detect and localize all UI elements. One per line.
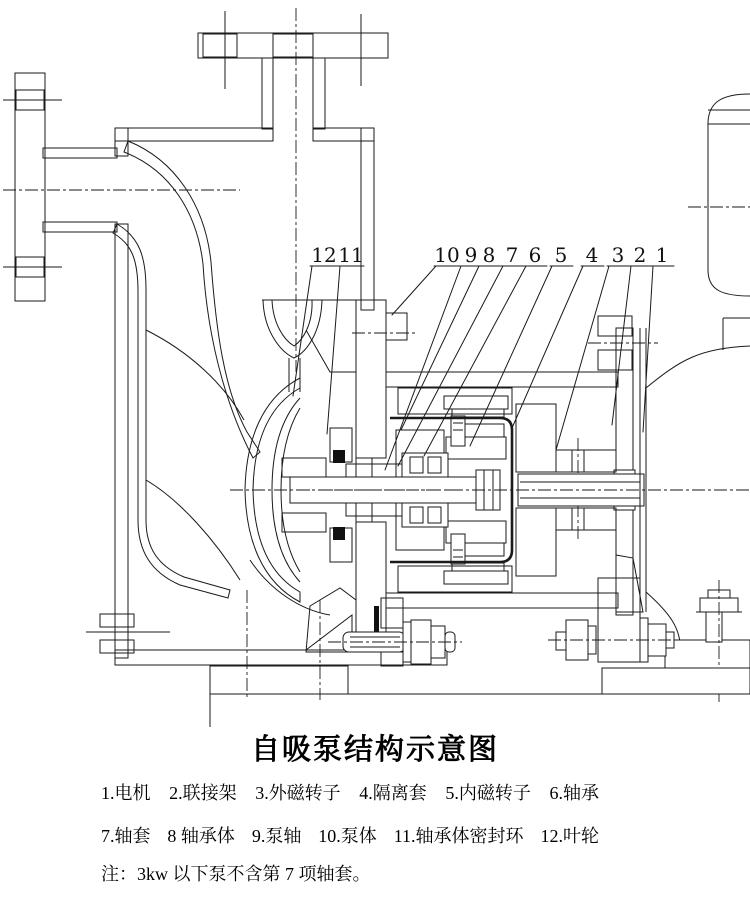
callout-2: 2 <box>633 243 647 267</box>
callout-10-leader <box>392 266 436 315</box>
legend-item-7: 7.轴套 <box>101 826 151 846</box>
legend-item-2: 2.联接架 <box>169 783 237 803</box>
callout-1: 1 <box>655 243 669 267</box>
legend-item-1: 1.电机 <box>101 783 151 803</box>
callout-6: 6 <box>528 243 542 267</box>
figure-note: 注：3kw 以下泵不含第 7 项轴套。 <box>101 864 371 884</box>
legend-item-5: 5.内磁转子 <box>445 783 531 803</box>
callout-7: 7 <box>505 243 519 267</box>
legend-item-6: 6.轴承 <box>549 783 599 803</box>
priming-funnel <box>262 300 322 392</box>
volute-wall <box>306 300 356 652</box>
figure-title: 自吸泵结构示意图 <box>250 734 499 766</box>
legend-item-8: 8 轴承体 <box>167 826 235 846</box>
legend-item-11: 11.轴承体密封环 <box>393 826 524 846</box>
motor <box>640 94 750 702</box>
callout-8: 8 <box>482 243 496 267</box>
discharge-flange <box>198 11 388 129</box>
callout-3: 3 <box>611 243 625 267</box>
callout-10: 10 <box>434 243 460 267</box>
callout-2-leader <box>612 266 631 425</box>
pump-casing <box>115 128 447 665</box>
callouts <box>293 243 674 470</box>
legend-item-3: 3.外磁转子 <box>255 783 341 803</box>
motor-shaft <box>518 474 644 506</box>
callout-3-leader <box>556 266 609 450</box>
callout-5: 5 <box>554 243 568 267</box>
legend-item-10: 10.泵体 <box>318 826 377 846</box>
callout-11-leader <box>327 266 340 434</box>
callout-11: 11 <box>338 243 364 267</box>
callout-4: 4 <box>585 243 599 267</box>
frame-foot-bolt <box>548 618 680 662</box>
callout-12: 12 <box>311 243 337 267</box>
suction-flange <box>3 73 117 301</box>
legend-item-9: 9.泵轴 <box>251 826 302 846</box>
legend-row-2 <box>101 822 599 848</box>
suction-elbow-channel <box>113 141 330 615</box>
legend-item-12: 12.叶轮 <box>540 826 599 846</box>
legend-row-1 <box>101 779 599 805</box>
callout-1-leader <box>643 266 653 432</box>
motor-foot <box>665 640 750 668</box>
legend-item-4: 4.隔离套 <box>359 783 427 803</box>
callout-9: 9 <box>464 243 478 267</box>
